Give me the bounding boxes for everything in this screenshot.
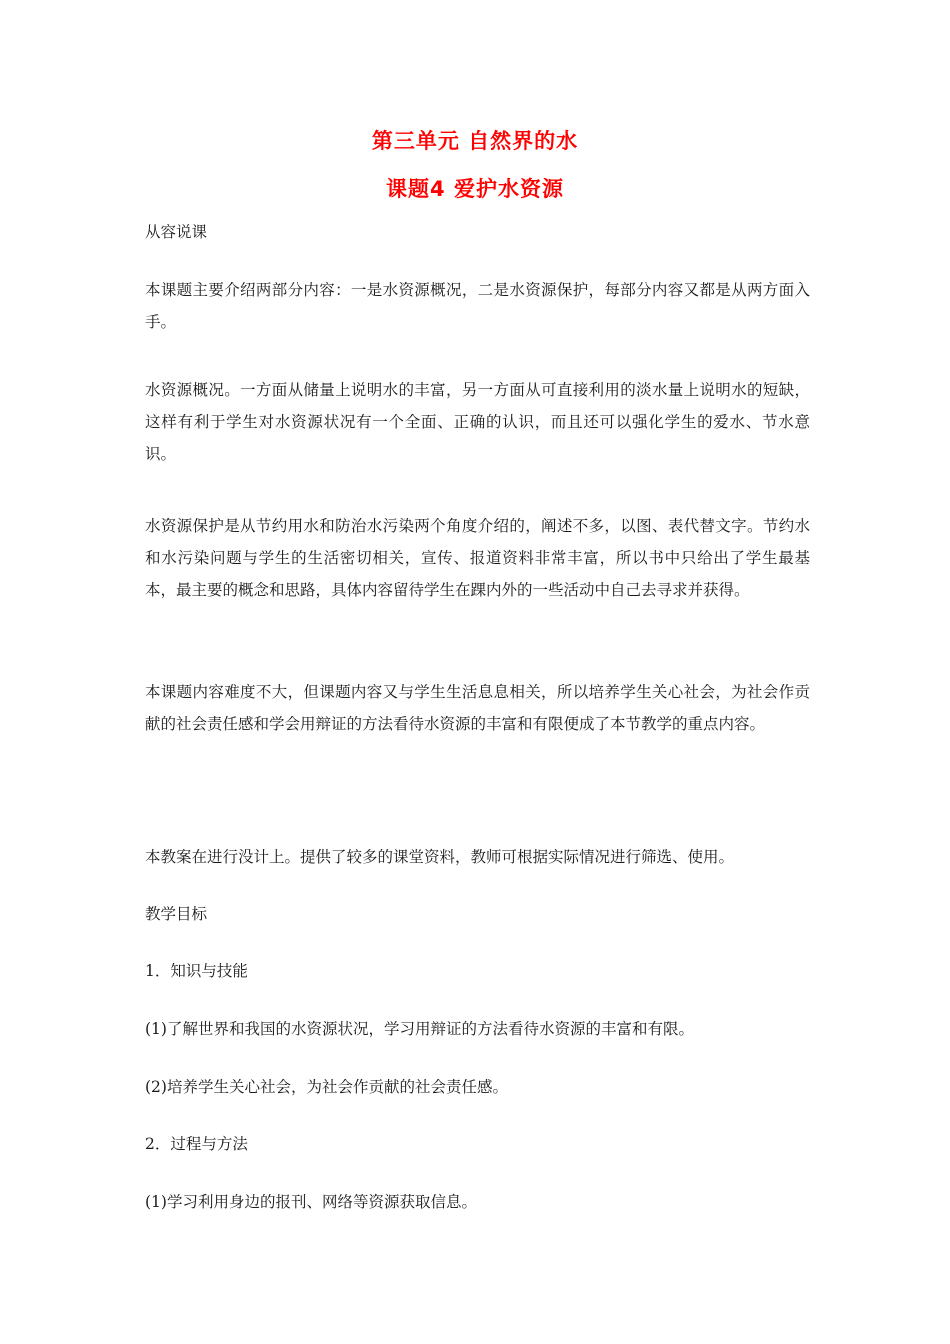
goal-item: (1)了解世界和我国的水资源状况，学习用辩证的方法看待水资源的丰富和有限。 (145, 1020, 694, 1038)
paragraph-design-note: 本教案在进行没计上。提供了较多的课堂资料，教师可根据实际情况进行筛选、使用。 (145, 848, 735, 866)
section-heading-goals: 教学目标 (145, 905, 208, 923)
paragraph-difficulty: 本课题内容难度不大，但课题内容又与学生生活息息相关，所以培养学生关心社会，为社会作贡献的社会责任感和学会用辩证的方法看待水资源的丰富和有限便成了本节教学的重点内容。 (145, 683, 810, 733)
goal-item: (2)培养学生关心社会，为社会作贡献的社会责任感。 (145, 1078, 508, 1096)
paragraph-intro: 本课题主要介绍两部分内容：一是水资源概况，二是水资源保护，每部分内容又都是从两方面入手。 (145, 281, 810, 331)
goal-item: (1)学习利用身边的报刊、网络等资源获取信息。 (145, 1193, 477, 1211)
goal-heading-process: 2．过程与方法 (145, 1135, 248, 1153)
goal-heading-knowledge: 1．知识与技能 (145, 962, 248, 980)
lesson-title: 课题4 爱护水资源 (386, 177, 564, 201)
paragraph-water-protection: 水资源保护是从节约用水和防治水污染两个角度介绍的，阐述不多，以图、表代替文字。节约水和水污染问题与学生的生活密切相关，宣传、报道资料非常丰富，所以书中只给出了学生最基本，最主要的概念和思路，具体内容留待学生在踝内外的一些活动中自己去寻求并获得。 (145, 517, 810, 599)
paragraph-water-overview: 水资源概况。一方面从储量上说明水的丰富，另一方面从可直接利用的淡水量上说明水的短缺，这样有利于学生对水资源状况有一个全面、正确的认识，而且还可以强化学生的爱水、节水意识。 (145, 381, 810, 463)
section-heading-shuoke: 从容说课 (145, 223, 208, 241)
unit-title: 第三单元 自然界的水 (371, 129, 579, 153)
